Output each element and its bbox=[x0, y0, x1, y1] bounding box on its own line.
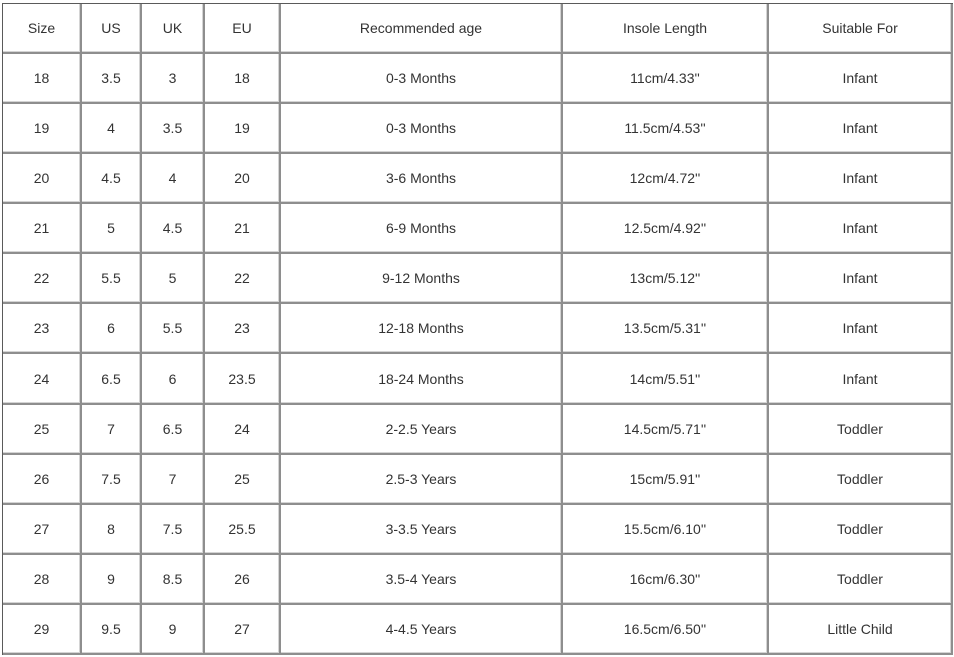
cell-suitable-for: Infant bbox=[769, 104, 953, 154]
table-row bbox=[3, 605, 953, 655]
cell-suitable-for: Toddler bbox=[769, 455, 953, 505]
table-row bbox=[3, 354, 953, 404]
cell-size: 25 bbox=[3, 405, 82, 455]
cell-suitable-for: Infant bbox=[769, 254, 953, 304]
cell-us: 7 bbox=[82, 405, 142, 455]
cell-recommended-age: 3-3.5 Years bbox=[281, 505, 563, 555]
cell-eu: 23.5 bbox=[205, 354, 281, 404]
table-body bbox=[3, 54, 953, 655]
cell-eu: 18 bbox=[205, 54, 281, 104]
header-insole-length: Insole Length bbox=[563, 4, 769, 54]
cell-insole-length: 16.5cm/6.50'' bbox=[563, 605, 769, 655]
cell-uk: 3.5 bbox=[142, 104, 205, 154]
cell-eu: 27 bbox=[205, 605, 281, 655]
cell-insole-length: 11.5cm/4.53'' bbox=[563, 104, 769, 154]
cell-us: 7.5 bbox=[82, 455, 142, 505]
header-uk: UK bbox=[142, 4, 205, 54]
cell-size: 23 bbox=[3, 304, 82, 354]
cell-recommended-age: 6-9 Months bbox=[281, 204, 563, 254]
table-row bbox=[3, 204, 953, 254]
cell-us: 9 bbox=[82, 555, 142, 605]
table-row bbox=[3, 304, 953, 354]
cell-us: 6 bbox=[82, 304, 142, 354]
table-row bbox=[3, 104, 953, 154]
cell-uk: 5.5 bbox=[142, 304, 205, 354]
cell-us: 3.5 bbox=[82, 54, 142, 104]
cell-size: 20 bbox=[3, 154, 82, 204]
cell-eu: 25 bbox=[205, 455, 281, 505]
cell-suitable-for: Toddler bbox=[769, 405, 953, 455]
cell-size: 29 bbox=[3, 605, 82, 655]
cell-eu: 22 bbox=[205, 254, 281, 304]
table-row bbox=[3, 405, 953, 455]
table-row bbox=[3, 154, 953, 204]
cell-suitable-for: Little Child bbox=[769, 605, 953, 655]
size-chart bbox=[2, 3, 952, 655]
table-row bbox=[3, 254, 953, 304]
cell-size: 26 bbox=[3, 455, 82, 505]
cell-insole-length: 16cm/6.30'' bbox=[563, 555, 769, 605]
cell-suitable-for: Toddler bbox=[769, 505, 953, 555]
cell-eu: 24 bbox=[205, 405, 281, 455]
cell-insole-length: 12.5cm/4.92'' bbox=[563, 204, 769, 254]
cell-size: 28 bbox=[3, 555, 82, 605]
cell-insole-length: 12cm/4.72'' bbox=[563, 154, 769, 204]
cell-eu: 25.5 bbox=[205, 505, 281, 555]
table-row bbox=[3, 455, 953, 505]
cell-eu: 20 bbox=[205, 154, 281, 204]
cell-insole-length: 13cm/5.12'' bbox=[563, 254, 769, 304]
cell-suitable-for: Infant bbox=[769, 354, 953, 404]
cell-insole-length: 14cm/5.51'' bbox=[563, 354, 769, 404]
cell-uk: 8.5 bbox=[142, 555, 205, 605]
cell-eu: 26 bbox=[205, 555, 281, 605]
header-eu: EU bbox=[205, 4, 281, 54]
size-chart-table bbox=[2, 3, 953, 655]
cell-recommended-age: 12-18 Months bbox=[281, 304, 563, 354]
cell-uk: 3 bbox=[142, 54, 205, 104]
cell-insole-length: 15.5cm/6.10'' bbox=[563, 505, 769, 555]
cell-recommended-age: 4-4.5 Years bbox=[281, 605, 563, 655]
cell-recommended-age: 18-24 Months bbox=[281, 354, 563, 404]
table-row bbox=[3, 54, 953, 104]
cell-size: 27 bbox=[3, 505, 82, 555]
cell-recommended-age: 3.5-4 Years bbox=[281, 555, 563, 605]
cell-suitable-for: Toddler bbox=[769, 555, 953, 605]
cell-recommended-age: 3-6 Months bbox=[281, 154, 563, 204]
cell-suitable-for: Infant bbox=[769, 54, 953, 104]
cell-uk: 9 bbox=[142, 605, 205, 655]
cell-recommended-age: 9-12 Months bbox=[281, 254, 563, 304]
cell-insole-length: 11cm/4.33'' bbox=[563, 54, 769, 104]
cell-us: 6.5 bbox=[82, 354, 142, 404]
table-row bbox=[3, 555, 953, 605]
cell-recommended-age: 0-3 Months bbox=[281, 54, 563, 104]
cell-uk: 6 bbox=[142, 354, 205, 404]
cell-us: 5.5 bbox=[82, 254, 142, 304]
cell-size: 22 bbox=[3, 254, 82, 304]
cell-recommended-age: 2.5-3 Years bbox=[281, 455, 563, 505]
cell-us: 5 bbox=[82, 204, 142, 254]
cell-eu: 23 bbox=[205, 304, 281, 354]
cell-size: 19 bbox=[3, 104, 82, 154]
cell-us: 4.5 bbox=[82, 154, 142, 204]
cell-eu: 21 bbox=[205, 204, 281, 254]
table-row bbox=[3, 505, 953, 555]
header-row bbox=[3, 4, 953, 54]
cell-uk: 6.5 bbox=[142, 405, 205, 455]
cell-insole-length: 15cm/5.91'' bbox=[563, 455, 769, 505]
cell-uk: 5 bbox=[142, 254, 205, 304]
cell-size: 21 bbox=[3, 204, 82, 254]
cell-recommended-age: 2-2.5 Years bbox=[281, 405, 563, 455]
cell-uk: 4 bbox=[142, 154, 205, 204]
cell-suitable-for: Infant bbox=[769, 204, 953, 254]
cell-recommended-age: 0-3 Months bbox=[281, 104, 563, 154]
header-size: Size bbox=[3, 4, 82, 54]
cell-us: 4 bbox=[82, 104, 142, 154]
cell-us: 8 bbox=[82, 505, 142, 555]
header-us: US bbox=[82, 4, 142, 54]
cell-insole-length: 14.5cm/5.71'' bbox=[563, 405, 769, 455]
cell-uk: 7.5 bbox=[142, 505, 205, 555]
cell-suitable-for: Infant bbox=[769, 304, 953, 354]
header-suitable-for: Suitable For bbox=[769, 4, 953, 54]
cell-size: 18 bbox=[3, 54, 82, 104]
cell-uk: 7 bbox=[142, 455, 205, 505]
cell-us: 9.5 bbox=[82, 605, 142, 655]
cell-size: 24 bbox=[3, 354, 82, 404]
cell-insole-length: 13.5cm/5.31'' bbox=[563, 304, 769, 354]
header-recommended-age: Recommended age bbox=[281, 4, 563, 54]
cell-suitable-for: Infant bbox=[769, 154, 953, 204]
cell-eu: 19 bbox=[205, 104, 281, 154]
cell-uk: 4.5 bbox=[142, 204, 205, 254]
